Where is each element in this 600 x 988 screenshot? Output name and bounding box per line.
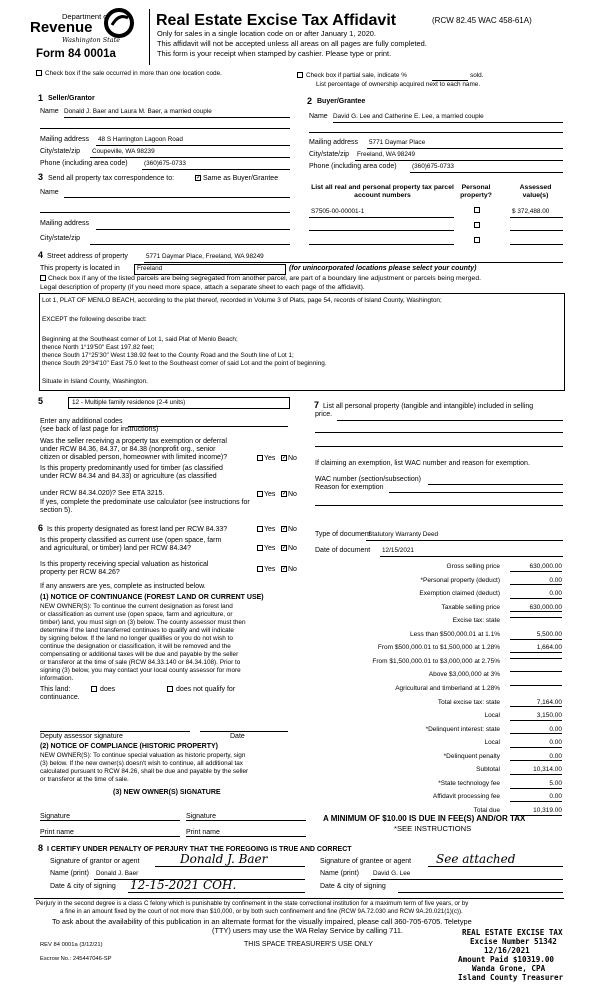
stamp-line-6: Island County Treasurer [458,973,564,982]
this-land-label: This land: [40,686,71,693]
does-not-qualify-label: does not qualify for [176,686,236,693]
partial-sale-label: Check box if partial sale, indicate % [306,72,407,79]
additional-codes-label: Enter any additional codes [40,418,123,425]
tax-row-value[interactable]: 10,314.00 [510,766,562,775]
tax-row-label: *Delinquent penalty [443,752,500,760]
tax-row-value[interactable]: 5,500.00 [510,631,562,640]
seller-mailing-field[interactable]: 48 S Harrington Lagoon Road [98,136,183,143]
tax-row-label: Total due [473,806,500,814]
page-title: Real Estate Excise Tax Affidavit [156,12,397,29]
street-address-field[interactable]: 5771 Daymar Place, Freeland, WA 98249 [146,253,264,260]
tax-row-label: *State technology fee [438,779,500,787]
buyer-mailing-line [367,148,563,149]
continuance-text-9: signing (3) below, you may contact your local county assessor for more [40,667,241,674]
grantor-signature-label: Signature of grantor or agent [50,858,140,865]
tax-row-label: Local [484,739,500,747]
perjury-text-1: Perjury in the second degree is a class C felony which is punishable by confinement in the state correctional institution for a maximum term of five years, or by [36,900,469,907]
continuance-text-10: information. [40,675,74,682]
forest-land-question: Is this property designated as forest land per RCW 84.33? [47,526,228,533]
continuance-text-5: by signing below. If the land no longer qualifies or you do not wish to [40,635,233,642]
continuance-title: (1) NOTICE OF CONTINUANCE (FOREST LAND OR CURRENT USE) [40,594,264,601]
additional-codes-note: (see back of last page for instructions) [40,426,159,433]
continuance-text-6: continue the designation or classification, it will be removed and the [40,643,231,650]
seller-city-line [90,157,290,158]
section-6-number: 6 [38,523,44,533]
current-use-question-1: Is this property classified as current use (open space, farm [40,537,222,544]
doc-type-line [366,540,563,541]
tax-row-value[interactable]: 1,664.00 [510,644,562,653]
parcel-column-header: List all real and personal property tax parcel account numbers [311,184,454,200]
legal-line-1: Lot 1, PLAT OF MENLO BEACH, according to the plat thereof, recorded in Volume 3 of Plats, page 54, records of Island County, Washington; [42,297,442,304]
continuance-text-8: or transferor at the time of sale (RCW 84.33.140 or 84.34.108). Prior to [40,659,241,666]
partial-sale-checkbox[interactable] [297,72,303,78]
current-use-yes-label: Yes [264,545,276,552]
location-select[interactable] [134,264,286,275]
tax-row-value[interactable]: 10,319.00 [510,807,562,816]
tax-row-label: Total excise tax: state [437,698,500,706]
assessed-value-field-2[interactable] [510,230,563,231]
stamp-line-1: REAL ESTATE EXCISE TAX [462,928,563,937]
form-number: Form 84 0001a [36,48,116,60]
seller-city-field[interactable]: Coupeville, WA 98239 [92,148,155,155]
tax-row-value[interactable] [510,658,562,659]
stamp-line-3: 12/16/2021 [484,946,530,955]
if-yes-note: If any answers are yes, complete as instructed below. [40,583,206,590]
alternate-format-text-1: To ask about the availability of this publication in an alternate format for the visually impaired, please call 360-705-6705. Teletype [52,917,472,926]
reason-exemption-label: Reason for exemption [315,484,384,491]
buyer-city-line [355,160,563,161]
tax-row-label: Local [484,712,500,720]
historical-question-2: property per RCW 84.26? [40,569,120,576]
parcel-number-field[interactable]: S7505-00-00001-1 [311,208,365,215]
continuance-word: continuance. [40,694,80,701]
correspondence-name-label: Name [40,189,59,196]
legal-line-4: thence North 1°19'50" East 197.82 feet; [42,344,155,351]
timber-question-3: under RCW 84.34.020)? See ETA 3215. [40,490,165,497]
buyer-heading: Buyer/Grantee [317,98,366,105]
seller-phone-field[interactable]: (360)675-0733 [144,160,186,167]
timber-yes-checkbox[interactable] [257,491,263,497]
seller-name-line [64,117,290,118]
tax-row-label: Gross selling price [446,563,500,570]
section-7-number: 7 [314,400,320,410]
current-use-question-2: and agricultural, or timber) land per RCW 84.34? [40,545,191,552]
continuance-text-4: determine if the land transferred continues to qualify and will indicate [40,627,234,634]
unincorporated-note: (for unincorporated locations please select your county) [289,265,477,272]
section-5-number: 5 [38,396,44,406]
correspondence-name-line-2 [40,212,290,213]
grantee-date-field[interactable] [398,892,563,893]
exemption-no-checkbox[interactable]: ✓ [282,455,288,461]
wac-claim-note: If claiming an exemption, list WAC number and reason for exemption. [315,460,530,467]
reason-exemption-line-2 [315,505,563,506]
grantor-date-field[interactable]: 12-15-2021 COH. [130,878,237,892]
compliance-text-3: calculated pursuant to RCW 84.26, shall be due and payable by the seller [40,768,249,775]
timber-question-2: under RCW 84.34 and 84.33) or agriculture (as classified [40,473,217,480]
reason-exemption-field[interactable] [389,492,563,493]
tax-row-label: Above $3,000,000 at 3% [428,671,500,679]
header-note-1: Only for sales in a single location code on or after January 1, 2020. [157,29,376,38]
located-in-label: This property is located in [40,265,120,272]
grantor-signature-field[interactable]: Donald J. Baer [180,852,268,866]
grantor-date-label: Date & city of signing [50,883,116,890]
property-use-value: 12 - Multiple family residence (2-4 units) [72,399,186,406]
timber-yes-label: Yes [264,491,276,498]
new-owner-print-label-2: Print name [186,829,220,836]
grantor-signature-line [155,866,305,867]
tax-row-label: Affidavit processing fee [432,793,500,801]
street-address-label: Street address of property [47,253,128,260]
current-use-yes-checkbox[interactable] [257,545,263,551]
personal-property-list-field[interactable] [337,420,563,421]
tax-row-value[interactable] [510,671,562,672]
deputy-signature-field[interactable] [40,731,190,732]
buyer-name-field[interactable]: David G. Lee and Catherine E. Lee, a married couple [333,113,484,120]
multi-location-checkbox[interactable] [36,70,42,76]
current-use-no-label: No [288,545,297,552]
does-not-qualify-checkbox[interactable] [167,686,173,692]
compliance-text-4: or transferor at the time of sale. [40,776,129,783]
timber-note-1: If yes, complete the predominate use calculator (see instructions for [40,499,250,506]
current-use-no-checkbox[interactable]: ✓ [282,545,288,551]
tax-row-value[interactable]: 630,000.00 [510,604,562,613]
exemption-no-label: No [288,455,297,462]
grantee-signature-label: Signature of grantee or agent [320,858,412,865]
stamp-line-2: Excise Number 51342 [470,937,557,946]
compliance-text-2: (3) below. If the new owner(s) doesn't wish to continue, all additional tax [40,760,243,767]
deputy-date-field[interactable] [200,731,288,732]
historical-yes-label: Yes [264,566,276,573]
doc-date-label: Date of document [315,547,371,554]
footer-divider [34,898,564,899]
buyer-name-line-2 [309,132,563,133]
tax-row-value[interactable]: 630,000.00 [510,563,562,572]
personal-property-checkbox-1[interactable] [474,207,480,213]
rcw-ref: (RCW 82.45 WAC 458-61A) [432,16,532,25]
grantee-signature-field[interactable]: See attached [436,852,516,866]
tax-row-value[interactable]: 0.00 [510,753,562,762]
perjury-text-2: a fine in an amount fixed by the court of not more than $10,000, or by both such confinement and fine (RCW 9A.72.030 and RCW 9A.20.021(1)(c)). [60,908,463,915]
treasurer-use-only: THIS SPACE TREASURER'S USE ONLY [244,941,373,948]
correspondence-label: Send all property tax correspondence to: [48,175,175,182]
grantee-signature-line [428,866,563,867]
property-use-select[interactable] [68,397,290,409]
section-4-number: 4 [38,250,44,260]
seller-mailing-label: Mailing address [40,136,90,143]
personal-property-column-header: Personal property? [460,184,492,200]
doc-date-field[interactable]: 12/15/2021 [382,547,414,554]
tax-row-value[interactable]: 3,150.00 [510,712,562,721]
buyer-name-label: Name [309,113,328,120]
personal-property-list-label: List all personal property (tangible and intangible) included in selling [323,403,534,410]
compliance-text-1: NEW OWNER(S): To continue special valuation as historic property, sign [40,752,246,759]
tax-row-value[interactable]: 0.00 [510,726,562,735]
tax-row-value[interactable] [510,617,562,618]
buyer-phone-line [410,172,563,173]
tax-row-label: Excise tax: state [452,617,500,625]
legal-line-6: thence South 29°34'10" East 75.0 feet to the Southeast corner of said Lot and the point of beginning. [42,360,327,367]
street-address-line [144,262,563,263]
tax-row-label: From $1,500,000.01 to $3,000,000 at 2.75% [372,657,500,665]
assessed-value-field-3[interactable] [510,244,563,245]
seller-phone-line [142,169,290,170]
section-1-number: 1 [38,93,44,103]
grantee-name-line [371,879,563,880]
stamp-line-4: Amount Paid $10319.00 [458,955,555,964]
doc-type-field[interactable]: Statutory Warranty Deed [368,531,439,538]
new-owner-print-label-1: Print name [40,829,74,836]
personal-property-list-line-3 [315,446,563,447]
buyer-phone-label: Phone (including area code) [309,163,397,170]
tax-row-label: Agricultural and timberland at 1.28% [395,684,500,692]
grantee-name-label: Name (print) [320,870,359,877]
forest-no-label: No [288,526,297,533]
new-owner-signature-label-1: Signature [40,813,70,820]
see-instructions-note: *SEE INSTRUCTIONS [394,824,472,833]
segregated-checkbox[interactable] [40,275,46,281]
same-as-buyer-checkbox[interactable]: ✓ [196,175,202,181]
state-text: Washington State [62,36,121,44]
seller-mailing-line [96,145,290,146]
continuance-text-3: timber) land, you must sign on (3) below. The county assessor must then [40,619,246,626]
tax-row-label: *Delinquent interest: state [425,725,500,733]
tax-row-label: From $500,000.01 to $1,500,000 at 1.28% [377,644,500,652]
deputy-date-label: Date [230,733,245,740]
tax-row-value[interactable]: 0.00 [510,793,562,802]
assessed-value-field[interactable]: $ 372,488.00 [512,208,550,215]
continuance-text-1: NEW OWNER(S): To continue the current designation as forest land [40,603,233,610]
doc-date-line [380,556,563,557]
exemption-question-1: Was the seller receiving a property tax exemption or deferral [40,438,227,445]
seller-heading: Seller/Grantor [48,95,95,102]
does-qualify-label: does [100,686,116,693]
tax-row-value[interactable]: 0.00 [510,577,562,586]
revenue-logo-icon [104,8,134,38]
continuance-text-2: or classification as current use (open space, farm and agriculture, or [40,611,233,618]
historical-yes-checkbox[interactable] [257,566,263,572]
partial-sold-label: sold. [470,72,484,79]
does-qualify-checkbox[interactable] [91,686,97,692]
legal-line-3: Beginning at the Southeast corner of Lot 1, said Plat of Menlo Beach; [42,336,238,343]
forest-yes-checkbox[interactable] [257,526,263,532]
legal-line-5: thence South 17°25'30" West 138.92 feet to the County Road and the South line of Lot 1; [42,352,294,359]
header-divider [149,9,150,65]
correspondence-name-field[interactable] [64,197,290,198]
forest-no-checkbox[interactable]: ✓ [282,526,288,532]
timber-note-2: section 5). [40,507,73,514]
header-note-3: This form is your receipt when stamped by cashier. Please type or print. [157,49,392,58]
exemption-yes-checkbox[interactable] [257,455,263,461]
continuance-text-7: compensating or additional taxes will be due and payable by the seller [40,651,239,658]
exemption-question-2: under RCW 84.36, 84.37, or 84.38 (nonprofit org., senior [40,446,216,453]
timber-no-label: No [288,491,297,498]
correspondence-mailing-field[interactable] [96,229,290,230]
deputy-signature-label: Deputy assessor signature [40,733,123,740]
multi-location-label: Check box if the sale occurred in more than one location code. [45,70,222,77]
parcel-number-field-2[interactable] [309,230,454,231]
tax-row-value[interactable]: 5.00 [510,780,562,789]
escrow-number: Escrow No.: 245447046-SP [40,956,112,962]
buyer-city-label: City/state/zip [309,151,350,158]
stamp-line-5: Wanda Grone, CPA [472,964,546,973]
legal-line-7: Situate in Island County, Washington. [42,378,148,385]
seller-name-line-2 [40,128,290,129]
minimum-fee-note: A MINIMUM OF $10.00 IS DUE IN FEE(S) AND/OR TAX [323,814,526,823]
grantee-date-label: Date & city of signing [320,883,386,890]
tax-row-value[interactable] [510,685,562,686]
segregated-label: Check box if any of the listed parcels are being segregated from another parcel, are part of a boundary line adjustment or parcels being merged. [48,275,481,282]
buyer-name-line [333,122,563,123]
personal-property-checkbox-3[interactable] [474,237,480,243]
tax-row-value[interactable]: 0.00 [510,590,562,599]
seller-phone-label: Phone (including area code) [40,160,128,167]
personal-property-list-label-2: price. [315,411,333,418]
section-2-number: 2 [307,96,313,106]
certify-statement: I CERTIFY UNDER PENALTY OF PERJURY THAT THE FOREGOING IS TRUE AND CORRECT [47,846,352,853]
alternate-format-text-2: (TTY) users may use the WA Relay Service by calling 711. [212,926,403,935]
historical-question-1: Is this property receiving special valuation as historical [40,561,209,568]
dept-text: Department of [62,12,110,21]
wac-number-label: WAC number (section/subsection) [315,476,421,483]
personal-property-list-line-2 [315,432,563,433]
seller-name-field[interactable]: Donald J. Baer and Laura M. Baer, a married couple [64,108,212,115]
tax-row-label: Less than $500,000.01 at 1.1% [410,630,500,638]
correspondence-mailing-label: Mailing address [40,220,90,227]
seller-city-label: City/state/zip [40,148,81,155]
new-owner-signature-label-2: Signature [186,813,216,820]
forest-yes-label: Yes [264,526,276,533]
buyer-phone-field[interactable]: (360)675-0733 [412,163,454,170]
buyer-mailing-field[interactable]: 5771 Daymar Place [369,139,426,146]
revision-number: REV 84 0001a (3/12/21) [40,942,103,948]
grantor-name-field[interactable]: Donald J. Baer [96,870,139,877]
section-3-number: 3 [38,172,44,182]
tax-row-value[interactable]: 0.00 [510,739,562,748]
tax-row-label: Subtotal [476,766,500,774]
grantor-name-label: Name (print) [50,870,89,877]
same-as-buyer-label: Same as Buyer/Grantee [203,175,279,182]
tax-row-label: *Personal property (deduct) [420,576,500,584]
assessed-line-1 [510,217,563,218]
header-note-2: This affidavit will not be accepted unless all areas on all pages are fully completed. [157,39,427,48]
exemption-yes-label: Yes [264,455,276,462]
compliance-title: (2) NOTICE OF COMPLIANCE (HISTORIC PROPERTY) [40,743,218,750]
historical-no-label: No [288,566,297,573]
timber-question-1: Is this property predominantly used for timber (as classified [40,465,223,472]
new-owner-signature-title: (3) NEW OWNER(S) SIGNATURE [113,789,221,796]
grantor-date-line [128,892,305,893]
correspondence-city-field[interactable] [90,244,290,245]
historical-no-checkbox[interactable]: ✓ [282,566,288,572]
assessed-value-column-header: Assessed value(s) [519,184,552,200]
legal-description-label: Legal description of property (if you need more space, attach a separate sheet to each page of the affidavit). [40,284,365,291]
seller-name-label: Name [40,108,59,115]
timber-no-checkbox[interactable]: ✓ [282,491,288,497]
personal-property-checkbox-2[interactable] [474,222,480,228]
exemption-question-3: citizen or disabled person, homeowner with limited income)? [40,454,228,461]
buyer-mailing-label: Mailing address [309,139,359,146]
doc-type-label: Type of document [315,531,371,538]
location-value: Freeland [137,265,163,272]
section-8-number: 8 [38,843,44,853]
buyer-city-field[interactable]: Freeland, WA 98249 [357,151,416,158]
partial-ownership-note: List percentage of ownership acquired next to each name. [316,81,481,88]
parcel-line-1 [309,217,454,218]
legal-line-2: EXCEPT the following describe tract: [42,316,147,323]
tax-row-value[interactable]: 7,164.00 [510,699,562,708]
grantee-name-field[interactable]: David G. Lee [373,870,411,877]
tax-row-label: Taxable selling price [441,603,500,611]
parcel-number-field-3[interactable] [309,244,454,245]
wac-number-field[interactable] [428,484,563,485]
correspondence-city-label: City/state/zip [40,235,81,242]
legal-description-box[interactable] [39,293,565,391]
tax-row-label: Exemption claimed (deduct) [419,590,500,598]
revenue-text: Revenue [30,19,93,36]
